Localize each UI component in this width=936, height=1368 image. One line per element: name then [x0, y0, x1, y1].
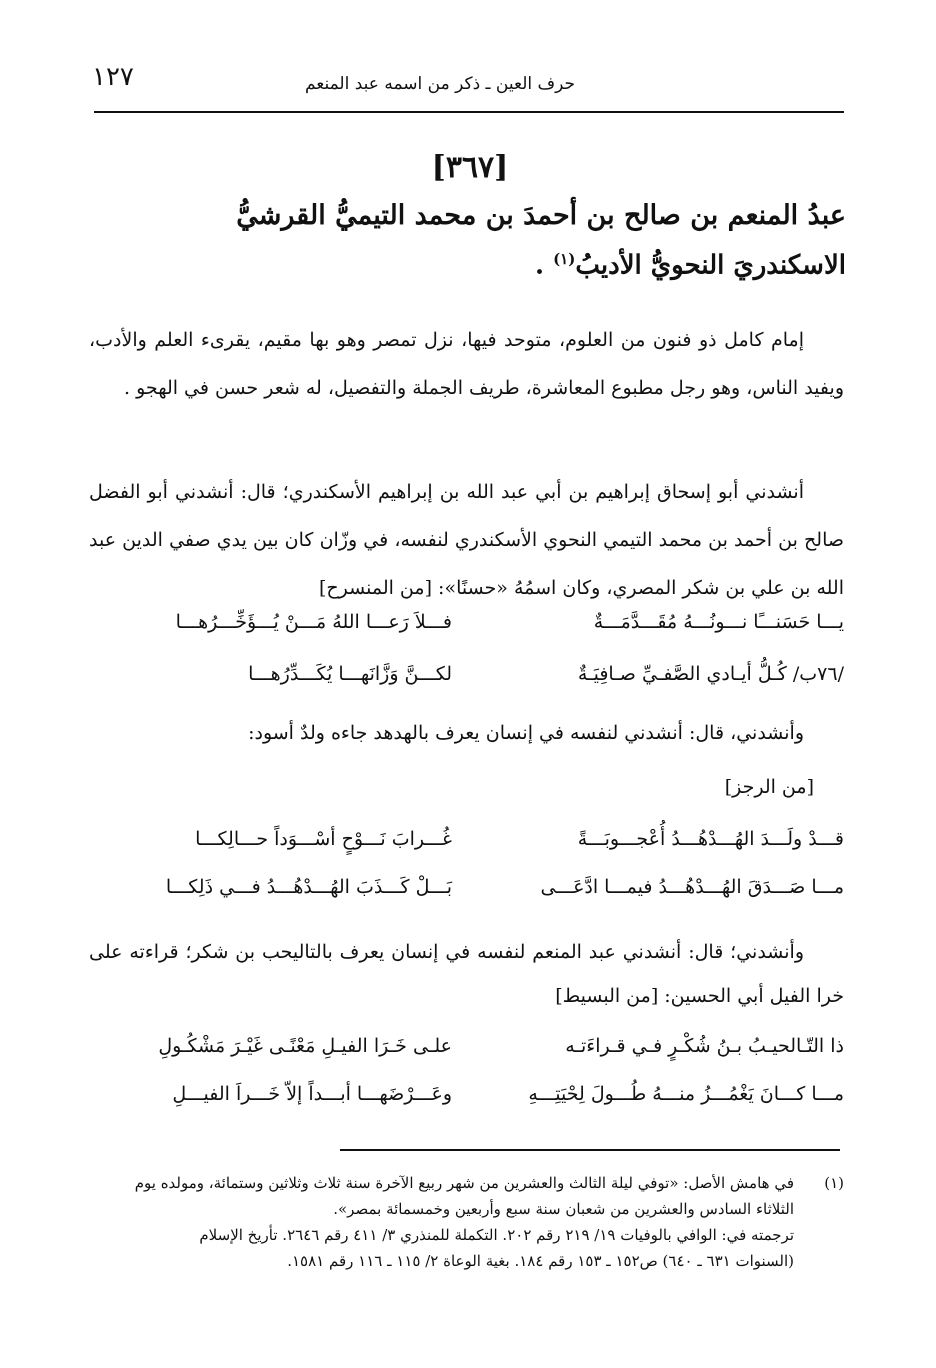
running-title: حرف العين ـ ذكر من اسمه عبد المنعم	[304, 74, 576, 94]
meter-label-rajaz: [من الرجز]	[724, 776, 814, 798]
footnote-rule	[340, 1149, 840, 1151]
verse-second-hemistich: وعَـــرْضَهـــا أبـــداً إلاّ خَـــراَ الفيـــلِ	[172, 1083, 452, 1105]
entry-title-line1: عبدُ المنعم بن صالح بن أحمدَ بن محمد التيميُّ القرشيُّ	[236, 200, 846, 231]
verse-first-hemistich: مـــا صَـــدَقَ الهُـــدْهُـــدُ فيمـــا ادَّعَـــى	[540, 876, 844, 898]
title-footnote-ref[interactable]: (١)	[553, 250, 576, 268]
entry-number: [٣٦٧]	[431, 150, 509, 185]
verse-first-hemistich: مـــا كـــانَ يَغْمُـــزُ منـــهُ طُـــولَ لِحْيَتِـــهِ	[528, 1083, 844, 1105]
verse-second-hemistich: علـى خَـرَا الفيـلِ مَعْنًـى غَيْـرَ مَشْكُـولِ	[158, 1035, 452, 1057]
entry-title-end: .	[534, 250, 554, 281]
verse-first-hemistich: /٧٦ب/ كُـلُّ أيـادي الصَّفـيِّ صـافِيَـةٌ	[577, 663, 844, 685]
footnote-line: (السنوات ٦٣١ ـ ٦٤٠) ص١٥٢ ـ ١٥٣ رقم ١٨٤. بغية الوعاة ٢/ ١١٥ ـ ١١٦ رقم ١٥٨١.	[287, 1252, 794, 1270]
paragraph-narration-3	[89, 930, 844, 1018]
verse-second-hemistich: لكـــنَّ وَزَّانَهـــا يُكَـــدِّرُهـــا	[248, 663, 452, 685]
meter-label-basit: [من البسيط]	[555, 985, 659, 1007]
verse-first-hemistich: ذا التّـالحيـبُ بـنُ شُكْـرٍ فـي قـراءَتـه	[565, 1035, 844, 1057]
footnote-line: ترجمته في: الوافي بالوفيات ١٩/ ٢١٩ رقم ٢٠٢. التكملة للمنذري ٣/ ٤١١ رقم ٢٦٤٦. تأريخ الإسلام	[199, 1226, 794, 1244]
entry-title-line2	[86, 250, 846, 281]
verse-second-hemistich: غُـــرابَ نَـــوْحٍ أسْـــوَداً حـــالِكـــا	[195, 828, 452, 850]
verse-first-hemistich: قـــدْ ولَـــدَ الهُـــدْهُـــدُ أُعْجـــوبَـــةً	[577, 828, 844, 850]
paragraph-biography: إمام كامل ذو فنون من العلوم، متوحد فيها، نزل تمصر وهو بها مقيم، يقرىء العلم والأدب، ويفيد الناس، وهو رجل مطبوع المعاشرة، طريف الجملة والتفصيل، له شعر حسن في الهجو .	[89, 329, 844, 399]
verse-second-hemistich: فـــلاَ رَعـــا اللهُ مَـــنْ يُـــؤَخِّـــرُهـــا	[175, 611, 452, 633]
footnote-line-text: في هامش الأصل: «توفي ليلة الثالث والعشرين من شهر ربيع الآخرة سنة ثلاث وثلاثين وستمائة، ومولده يوم	[134, 1174, 794, 1192]
meter-label-munsarih: [من المنسرح]	[319, 577, 432, 599]
verse-second-hemistich: بَـــلْ كَـــذَبَ الهُـــدْهُـــدُ فـــي ذَلِكـــا	[165, 876, 452, 898]
footnote-line	[84, 1170, 844, 1196]
footnote-1	[84, 1170, 844, 1274]
paragraph-narration-1	[89, 468, 844, 612]
verse-first-hemistich: يـــا حَسَنـــًا نـــونُـــهُ مُقَـــدَّمَـــةٌ	[593, 611, 844, 633]
header-rule	[94, 111, 844, 113]
page-number: ١٢٧	[92, 62, 134, 92]
footnote-marker: (١)	[824, 1174, 844, 1192]
paragraph-narration-2: وأنشدني، قال: أنشدني لنفسه في إنسان يعرف بالهدهد جاءه ولدٌ أسود:	[248, 722, 804, 744]
paragraph-narration-3-text: وأنشدني؛ قال: أنشدني عبد المنعم لنفسه في إنسان يعرف بالتاليحب بن شكر؛ قراءته على خرا الفيل أبي الحسين:	[89, 941, 844, 1007]
entry-title-line2-text: الاسكندريَ النحويُّ الأديبُ	[575, 250, 846, 281]
footnote-line: الثلاثاء السادس والعشرين من شعبان سنة سبع وأربعين وخمسمائة بمصر».	[333, 1200, 794, 1218]
paragraph-narration-1-text: أنشدني أبو إسحاق إبراهيم بن أبي عبد الله بن إبراهيم الأسكندري؛ قال: أنشدني أبو الفضل صالح بن أحمد بن محمد التيمي النحوي الأسكندري لنفسه، في وزّان كان بين يدي صفي الدين عبد الله بن علي بن شكر المصري، وكان اسمُهُ «حسنًا»:	[89, 481, 844, 599]
